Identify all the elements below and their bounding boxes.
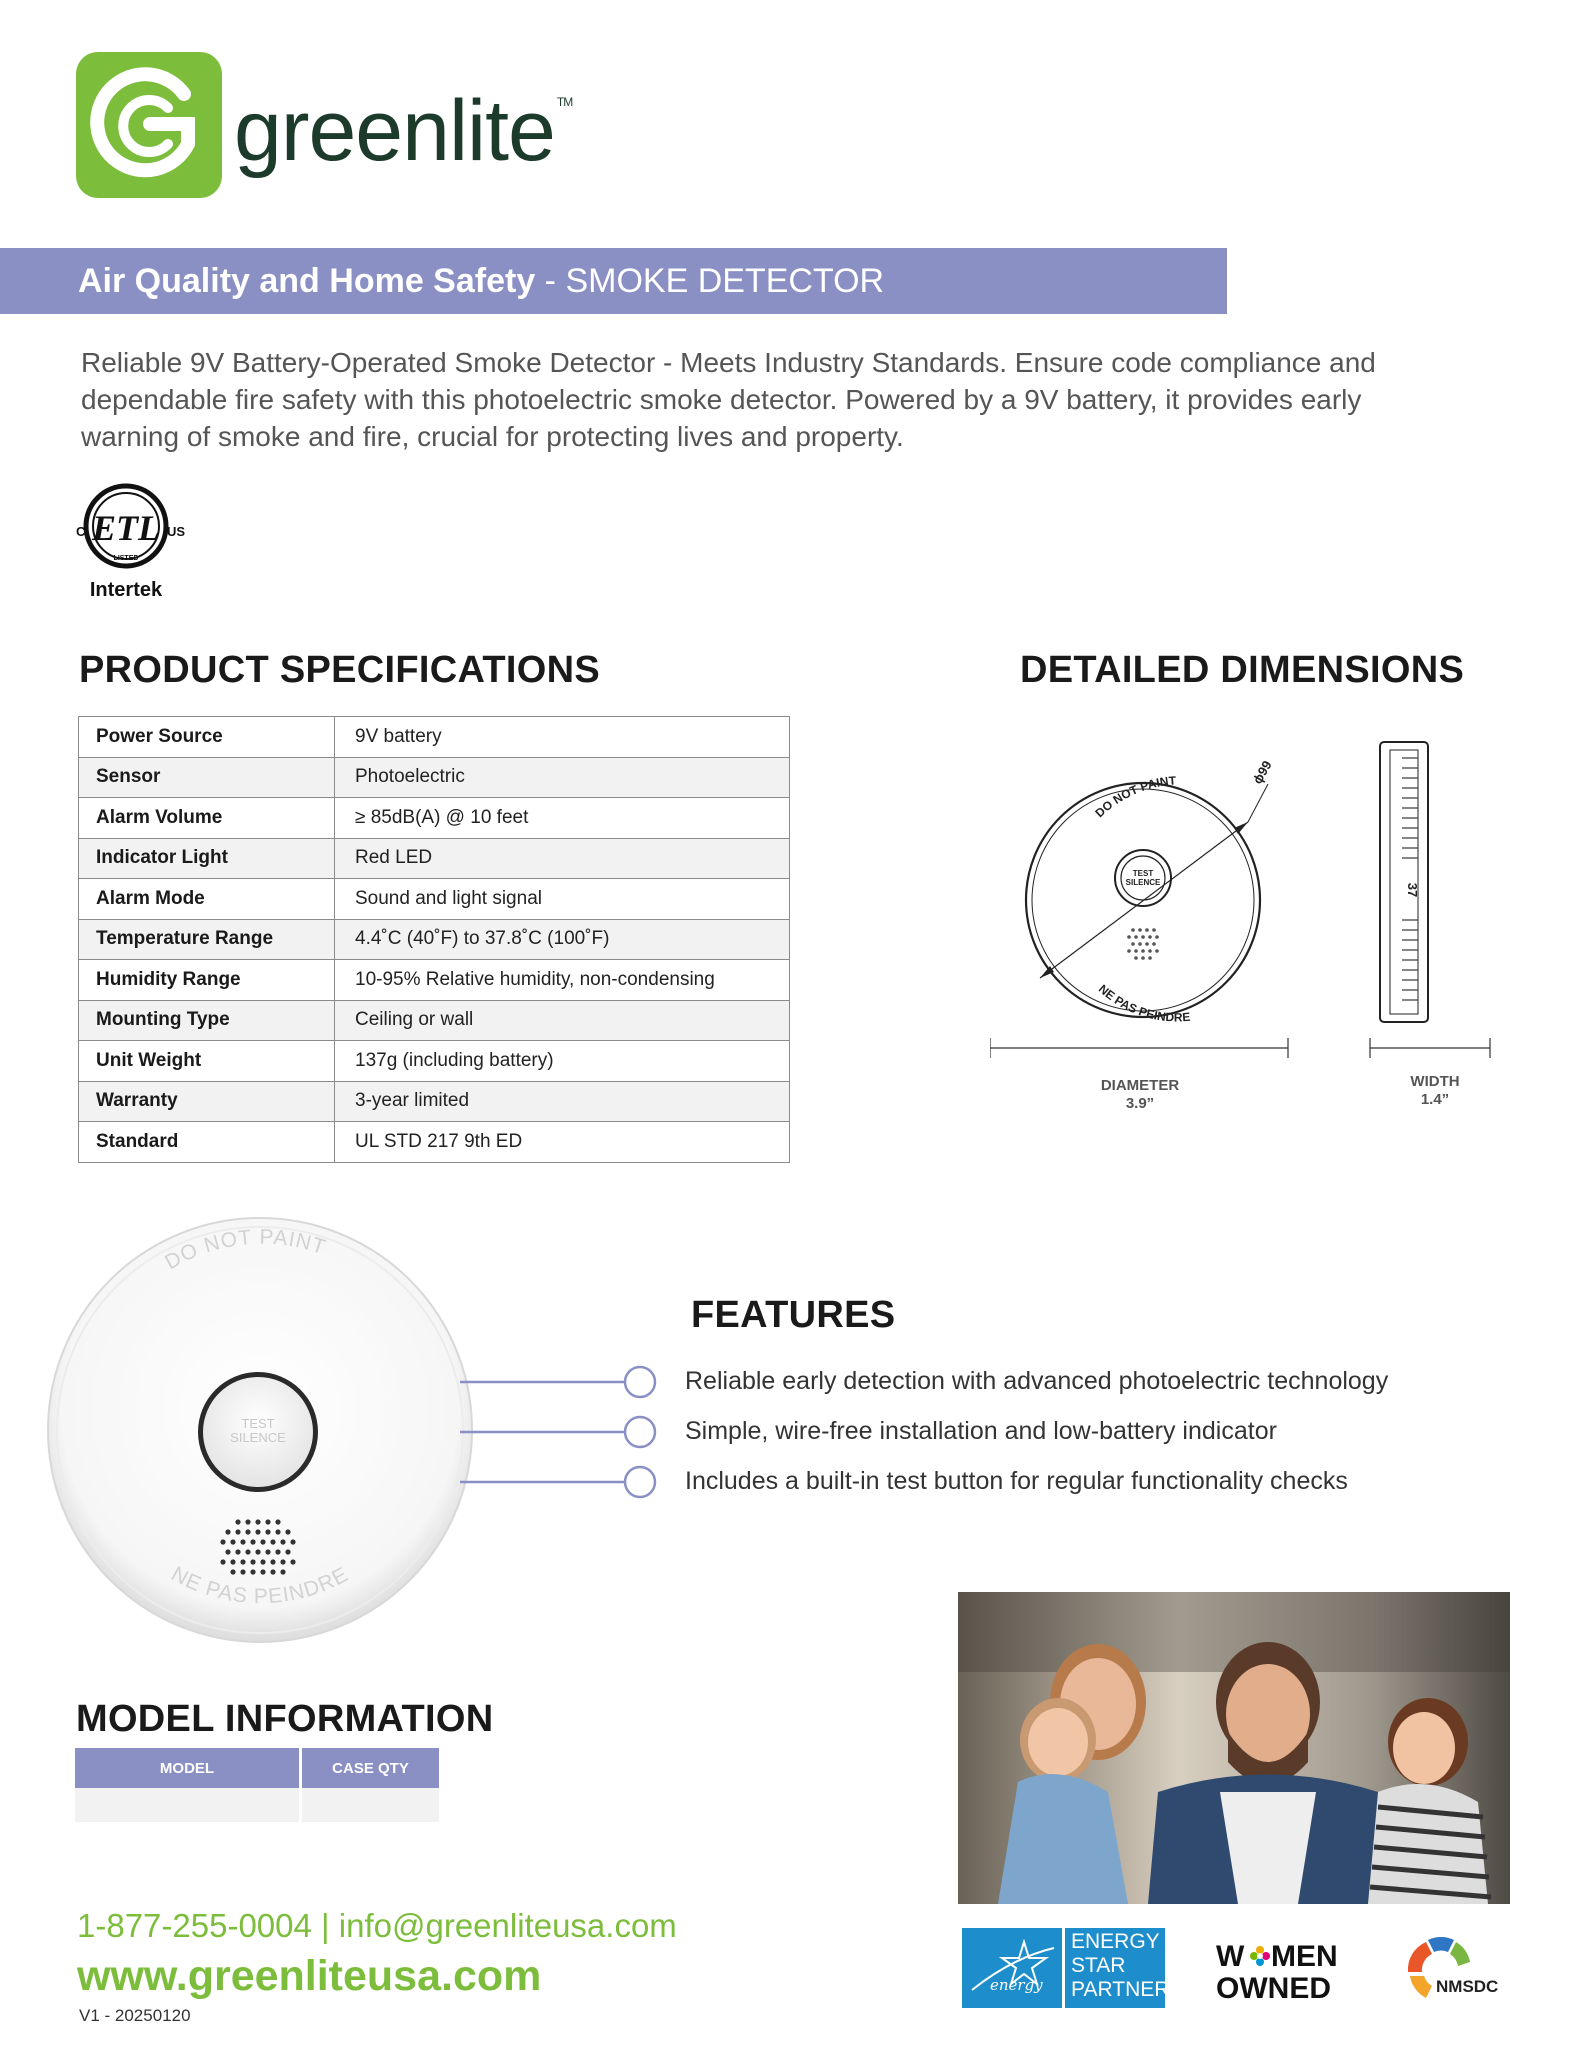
svg-text:OWNED: OWNED [1216,1972,1331,2002]
spec-row: Mounting Type Ceiling or wall [79,1000,790,1041]
model-cell [75,1788,301,1822]
spec-table [78,716,790,1163]
smoke-detector-image [40,1210,480,1650]
feature-item: Simple, wire-free installation and low-battery indicator [685,1417,1277,1445]
spec-row: Warranty 3-year limited [79,1081,790,1122]
etl-listed-mark [66,478,196,604]
spec-heading: PRODUCT SPECIFICATIONS [79,649,601,691]
svg-text:MEN: MEN [1271,1940,1338,1973]
version-label: V1 - 20250120 [79,2006,191,2025]
energy-star-badge: energy ENERGY STAR PARTNER [962,1928,1162,2008]
case-qty-column-header: CASE QTY [301,1748,440,1788]
svg-text:SILENCE: SILENCE [230,1430,286,1445]
model-table [75,1748,439,1822]
family-photo [958,1592,1510,1904]
dimension-drawing [990,730,1510,1130]
model-info-heading: MODEL INFORMATION [76,1698,494,1740]
brand-wordmark: greenlite ™ [234,83,573,179]
greenlite-logo-mark [76,52,222,198]
feature-item: Reliable early detection with advanced photoelectric technology [685,1367,1389,1395]
spec-row: Temperature Range 4.4˚C (40˚F) to 37.8˚C (100˚F) [79,919,790,960]
svg-text:C: C [76,524,86,539]
nmsdc-badge [1398,1932,1510,2006]
svg-text:US: US [167,524,186,539]
svg-text:ETL: ETL [92,508,160,548]
spec-row: Humidity Range 10-95% Relative humidity, non-condensing [79,960,790,1001]
diameter-value: 3.9” [1125,1095,1155,1112]
spec-row: Alarm Mode Sound and light signal [79,879,790,920]
website-link[interactable]: www.greenliteusa.com [77,1952,542,2000]
svg-text:SILENCE: SILENCE [1125,878,1161,887]
spec-row: Power Source 9V battery [79,717,790,758]
feature-connector-lines [460,1365,670,1515]
svg-text:TEST: TEST [241,1416,275,1431]
svg-text:37: 37 [1405,882,1420,898]
feature-bullet-icon [625,1367,655,1397]
svg-text:energy: energy [990,1976,1043,1994]
spec-row: Standard UL STD 217 9th ED [79,1122,790,1163]
contact-line: 1-877-255-0004 | info@greenliteusa.com [77,1907,677,1944]
banner-product: SMOKE DETECTOR [565,262,885,300]
flower-icon [1250,1946,1270,1966]
model-column-header: MODEL [75,1748,301,1788]
spec-row: Indicator Light Red LED [79,838,790,879]
product-intro: Reliable 9V Battery-Operated Smoke Detector - Meets Industry Standards. Ensure code compliance and dependable fire safety with this photoelectric smoke detector. Powered by a 9V battery, it provides early warning of smoke and fire, crucial for protecting lives and property. [81,347,1376,452]
dimensions-heading: DETAILED DIMENSIONS [1020,649,1465,691]
diameter-label: DIAMETER 3.9” [1080,1077,1200,1113]
case-qty-cell [301,1788,440,1822]
phone-link[interactable]: 1-877-255-0004 [77,1907,312,1944]
table-row [75,1788,439,1822]
svg-text:NMSDC: NMSDC [1436,1977,1499,1996]
svg-text:ϕ99: ϕ99 [1249,758,1275,787]
feature-item: Includes a built-in test button for regular functionality checks [685,1467,1348,1495]
width-label: WIDTH 1.4” [1380,1073,1490,1109]
svg-text:NE PAS PEINDRE: NE PAS PEINDRE [167,1562,353,1609]
women-owned-badge [1216,1938,1366,2002]
svg-text:NE PAS PEINDRE: NE PAS PEINDRE [1095,981,1191,1025]
spec-row: Alarm Volume ≥ 85dB(A) @ 10 feet [79,798,790,839]
svg-text:W: W [1216,1940,1245,1973]
spec-row: Sensor Photoelectric [79,757,790,798]
feature-bullet-icon [625,1417,655,1447]
category-banner: Air Quality and Home Safety - SMOKE DETECTOR [0,248,1227,314]
svg-text:TEST: TEST [1132,869,1154,878]
banner-category: Air Quality and Home Safety [78,262,536,300]
width-value: 1.4” [1420,1091,1450,1108]
svg-text:LISTED: LISTED [113,555,139,562]
svg-text:DO NOT PAINT: DO NOT PAINT [1092,773,1177,821]
feature-bullet-icon [625,1467,655,1497]
features-heading: FEATURES [691,1294,896,1336]
energy-star-icon [962,1928,1062,2008]
svg-text:DO NOT PAINT: DO NOT PAINT [161,1225,330,1275]
spec-row: Unit Weight 137g (including battery) [79,1041,790,1082]
email-link[interactable]: info@greenliteusa.com [338,1907,677,1944]
svg-text:Intertek: Intertek [89,579,163,601]
